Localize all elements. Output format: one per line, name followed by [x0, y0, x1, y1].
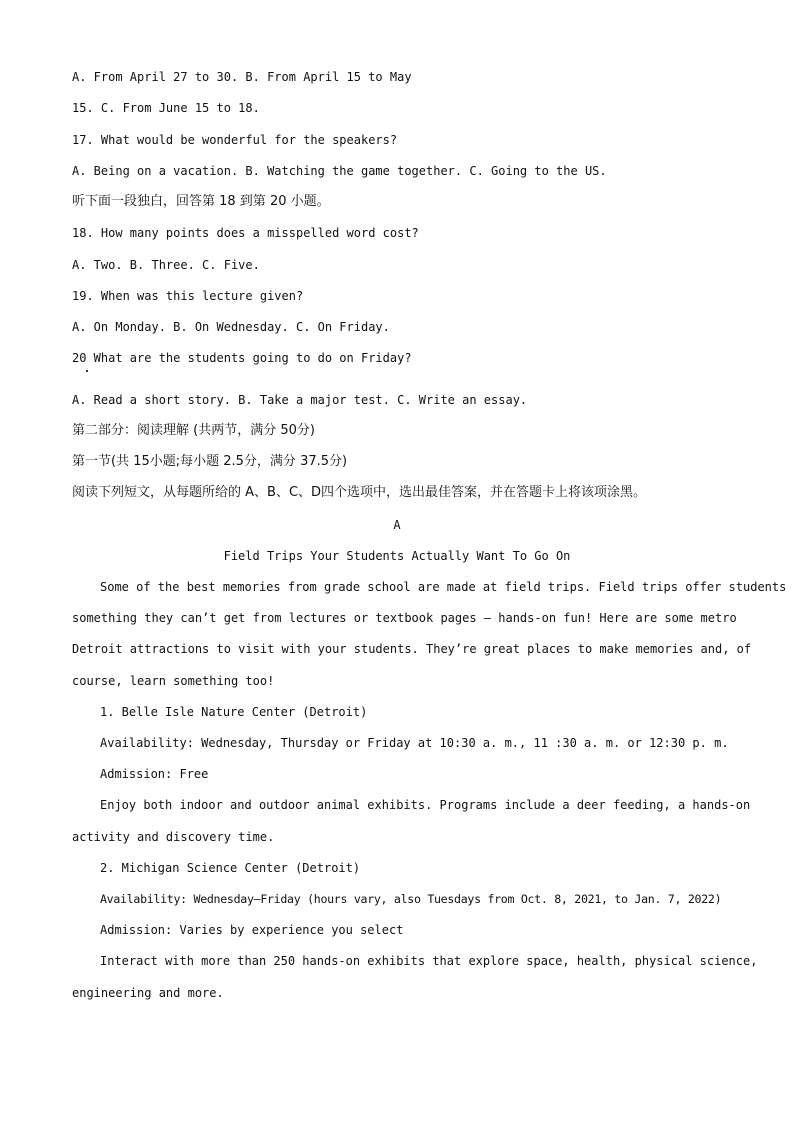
- item-1-admission: Admission: Free: [100, 767, 209, 781]
- stray-mark: [86, 370, 88, 372]
- item-1-description-line: activity and discovery time.: [72, 830, 275, 844]
- question-18: 18. How many points does a misspelled word cost?: [72, 226, 419, 240]
- answer-options-line-continued: 15. C. From June 15 to 18.: [72, 101, 260, 115]
- item-1-description-line: Enjoy both indoor and outdoor animal exhibits. Programs include a deer feeding, a hands-on: [100, 798, 751, 812]
- intro-paragraph-line: something they can’t get from lectures or textbook pages — hands-on fun! Here are some metro: [72, 611, 737, 625]
- item-1-heading: 1. Belle Isle Nature Center (Detroit): [100, 705, 368, 719]
- section-one-title: 第一节(共 15小题;每小题 2.5分，满分 37.5分): [72, 454, 348, 469]
- part-two-title: 第二部分：阅读理解 (共两节，满分 50分): [72, 423, 315, 438]
- question-18-options: A. Two. B. Three. C. Five.: [72, 258, 260, 272]
- intro-paragraph-line: Some of the best memories from grade school are made at field trips. Field trips offer students: [100, 580, 787, 594]
- question-19-options: A. On Monday. B. On Wednesday. C. On Friday.: [72, 320, 390, 334]
- item-1-availability: Availability: Wednesday, Thursday or Friday at 10:30 a. m., 11 :30 a. m. or 12:30 p. m.: [100, 736, 729, 750]
- passage-title: Field Trips Your Students Actually Want To Go On: [223, 549, 571, 563]
- intro-paragraph-line: Detroit attractions to visit with your students. They’re great places to make memories and, of: [72, 642, 752, 656]
- question-20: 20 What are the students going to do on Friday?: [72, 351, 412, 365]
- item-2-admission: Admission: Varies by experience you select: [100, 923, 404, 937]
- item-2-heading: 2. Michigan Science Center (Detroit): [100, 861, 361, 875]
- intro-paragraph-line: course, learn something too!: [72, 674, 275, 688]
- item-2-availability: Availability: Wednesday—Friday (hours vary, also Tuesdays from Oct. 8, 2021, to Jan. 7, 2022): [100, 892, 722, 906]
- question-17: 17. What would be wonderful for the speakers?: [72, 133, 398, 147]
- answer-options-line: A. From April 27 to 30. B. From April 15 to May: [72, 70, 412, 84]
- question-19: 19. When was this lecture given?: [72, 289, 304, 303]
- monologue-instruction: 听下面一段独白，回答第 18 到第 20 小题。: [72, 194, 330, 209]
- passage-label: A: [393, 518, 401, 532]
- item-2-description-line: engineering and more.: [72, 986, 224, 1000]
- reading-instructions: 阅读下列短文，从每题所给的 A、B、C、D四个选项中，选出最佳答案，并在答题卡上将该项涂黑。: [72, 485, 647, 500]
- item-2-description-line: Interact with more than 250 hands-on exhibits that explore space, health, physical science,: [100, 954, 758, 968]
- question-20-options: A. Read a short story. B. Take a major test. C. Write an essay.: [72, 393, 528, 407]
- question-17-options: A. Being on a vacation. B. Watching the game together. C. Going to the US.: [72, 164, 607, 178]
